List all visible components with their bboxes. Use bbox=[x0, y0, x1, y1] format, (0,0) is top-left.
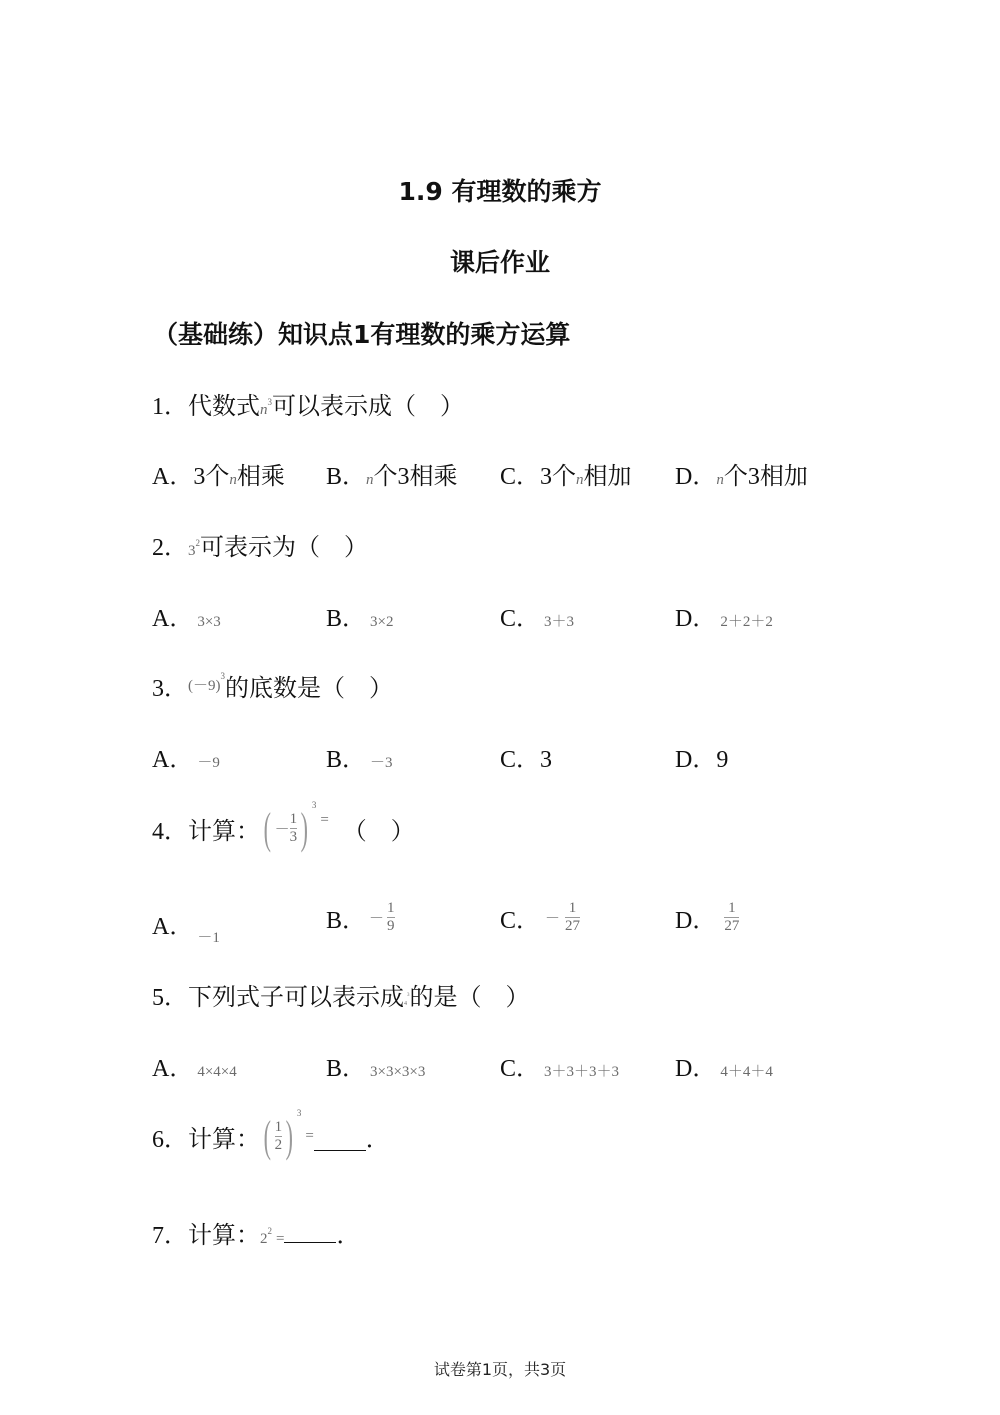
answer-blank[interactable] bbox=[314, 1122, 366, 1151]
question-text: 代数式 bbox=[188, 394, 260, 420]
math-expression: n bbox=[716, 472, 724, 488]
math-exponent: 3 bbox=[407, 993, 410, 998]
math-sign: － bbox=[369, 910, 385, 927]
math-expression: 3＋3 bbox=[544, 614, 575, 630]
option-text: 个3相加 bbox=[723, 464, 808, 490]
math-fraction bbox=[724, 900, 739, 935]
question-number: 2． bbox=[152, 535, 188, 561]
option-label: C． bbox=[500, 1056, 541, 1082]
page-title: 1.9 有理数的乘方 bbox=[398, 177, 602, 206]
math-expression: n bbox=[366, 472, 374, 488]
option-label: C． bbox=[500, 907, 541, 934]
math-expression: n bbox=[576, 472, 584, 488]
math-expression: 4＋4＋4 bbox=[720, 1064, 773, 1080]
option-label: B． bbox=[326, 747, 367, 773]
question-number: 1． bbox=[152, 394, 188, 420]
math-expression: 3＋3＋3＋3 bbox=[544, 1064, 620, 1080]
fraction-denominator: 9 bbox=[387, 917, 395, 934]
question-text: 计算： bbox=[188, 818, 260, 845]
option-label: A． bbox=[152, 1056, 194, 1082]
option-a[interactable] bbox=[152, 1048, 237, 1083]
math-expression: 4×4×4 bbox=[197, 1064, 237, 1080]
option-d[interactable] bbox=[675, 739, 728, 774]
math-expression: 2＋2＋2 bbox=[720, 614, 773, 630]
option-label: D． bbox=[675, 606, 717, 632]
option-d[interactable] bbox=[675, 895, 739, 939]
option-label: B． bbox=[326, 464, 367, 490]
option-c[interactable] bbox=[500, 739, 552, 774]
option-text: 3个 bbox=[540, 464, 577, 490]
math-expression: －1 bbox=[197, 930, 220, 946]
option-label: C． bbox=[500, 747, 541, 773]
question-text: ． bbox=[365, 1126, 390, 1153]
question-text: 可以表示成（ ） bbox=[272, 394, 464, 420]
option-text: 相加 bbox=[583, 464, 632, 490]
math-sign: － bbox=[274, 821, 290, 838]
question-number: 6． bbox=[152, 1126, 188, 1153]
math-equals: = bbox=[276, 1231, 285, 1247]
option-label: D． bbox=[675, 1056, 717, 1082]
fraction-numerator: 1 bbox=[728, 899, 736, 916]
question-number: 5． bbox=[152, 985, 188, 1011]
option-d[interactable] bbox=[675, 1048, 773, 1083]
math-fraction bbox=[290, 811, 298, 846]
right-paren-icon: ) bbox=[300, 803, 309, 853]
option-label: A． bbox=[152, 747, 194, 773]
math-expression: －9 bbox=[197, 755, 220, 771]
option-b[interactable] bbox=[326, 895, 395, 939]
option-label: A． bbox=[152, 606, 194, 632]
fraction-numerator: 1 bbox=[274, 1118, 283, 1135]
section-heading: （基础练）知识点1有理数的乘方运算 bbox=[153, 320, 571, 349]
fraction-denominator: 27 bbox=[565, 917, 581, 934]
option-text: 9 bbox=[716, 747, 729, 773]
option-d[interactable] bbox=[675, 598, 773, 633]
option-label: D． bbox=[675, 747, 717, 773]
math-exponent: 3 bbox=[311, 800, 317, 810]
math-expression: 3×3 bbox=[197, 614, 221, 630]
question-number: 3． bbox=[152, 676, 188, 702]
question-1 bbox=[152, 386, 464, 421]
option-a[interactable] bbox=[152, 906, 220, 946]
math-exponent: 3 bbox=[296, 1108, 302, 1118]
math-expression: 3×3×3×3 bbox=[370, 1064, 426, 1080]
question-number: 4． bbox=[152, 818, 188, 845]
option-c[interactable] bbox=[500, 895, 580, 939]
option-label: C． bbox=[500, 464, 541, 490]
fraction-numerator: 1 bbox=[568, 899, 577, 916]
math-exponent: 3 bbox=[267, 397, 272, 407]
fraction-numerator: 1 bbox=[289, 810, 298, 827]
math-exponent: 2 bbox=[195, 538, 200, 548]
option-a[interactable] bbox=[152, 739, 220, 774]
option-label: D． bbox=[675, 464, 717, 490]
math-exponent: 2 bbox=[267, 1226, 272, 1236]
fraction-denominator: 2 bbox=[274, 1136, 283, 1153]
math-equals: = bbox=[305, 1127, 314, 1144]
option-d[interactable] bbox=[675, 456, 808, 491]
option-c[interactable] bbox=[500, 1048, 619, 1083]
option-label: D． bbox=[675, 907, 717, 934]
math-exponent: 3 bbox=[220, 671, 225, 681]
option-b[interactable] bbox=[326, 1048, 425, 1083]
question-text: （ ） bbox=[342, 818, 415, 845]
option-text: 3个 bbox=[193, 464, 230, 490]
option-text: 个3相乘 bbox=[373, 464, 458, 490]
option-text: 3 bbox=[540, 747, 553, 773]
question-5 bbox=[152, 977, 530, 1012]
question-4 bbox=[152, 798, 415, 858]
math-fraction bbox=[387, 900, 395, 935]
option-label: B． bbox=[326, 1056, 367, 1082]
question-text: 的底数是（ ） bbox=[225, 676, 393, 702]
question-3 bbox=[152, 668, 393, 703]
math-expression: 2 bbox=[260, 1231, 268, 1247]
math-sign: － bbox=[545, 910, 561, 927]
option-c[interactable] bbox=[500, 598, 574, 633]
option-c[interactable] bbox=[500, 456, 632, 491]
option-label: A． bbox=[152, 914, 194, 940]
question-text: ． bbox=[336, 1223, 361, 1249]
question-text: 下列式子可以表示成 bbox=[188, 985, 404, 1011]
question-6 bbox=[152, 1106, 390, 1166]
question-text: 计算： bbox=[188, 1223, 260, 1249]
answer-blank[interactable] bbox=[284, 1222, 336, 1243]
option-b[interactable] bbox=[326, 598, 393, 633]
option-label: B． bbox=[326, 606, 367, 632]
option-label: B． bbox=[326, 907, 367, 934]
fraction-denominator: 27 bbox=[724, 917, 740, 934]
page-footer: 试卷第1页，共3页 bbox=[433, 1360, 567, 1379]
math-expression: 3 bbox=[188, 543, 196, 559]
question-text: 可表示为（ ） bbox=[200, 535, 368, 561]
option-b[interactable] bbox=[326, 739, 393, 774]
math-fraction bbox=[565, 900, 580, 935]
left-paren-icon: ( bbox=[263, 1111, 271, 1161]
question-2 bbox=[152, 527, 368, 562]
fraction-numerator: 1 bbox=[387, 899, 395, 916]
math-expression: (－9) bbox=[188, 678, 221, 694]
option-text: 相乘 bbox=[236, 464, 285, 490]
math-fraction bbox=[275, 1119, 283, 1154]
math-expression: n bbox=[229, 472, 237, 488]
question-number: 7． bbox=[152, 1223, 188, 1249]
option-label: C． bbox=[500, 606, 541, 632]
option-label: A． bbox=[152, 464, 194, 490]
math-expression: 4 bbox=[404, 1001, 407, 1007]
left-paren-icon: ( bbox=[263, 803, 271, 853]
right-paren-icon: ) bbox=[285, 1111, 294, 1161]
option-a[interactable] bbox=[152, 456, 285, 491]
page-subtitle: 课后作业 bbox=[449, 248, 550, 277]
question-7 bbox=[152, 1215, 360, 1250]
question-text: 计算： bbox=[188, 1126, 260, 1153]
fraction-denominator: 3 bbox=[289, 828, 298, 845]
question-text: 的是（ ） bbox=[409, 985, 530, 1011]
option-a[interactable] bbox=[152, 598, 221, 633]
math-expression: 3×2 bbox=[370, 614, 394, 630]
math-equals: = bbox=[320, 812, 329, 828]
math-expression: n bbox=[260, 402, 268, 418]
option-b[interactable] bbox=[326, 456, 458, 491]
math-expression: －3 bbox=[370, 755, 393, 771]
